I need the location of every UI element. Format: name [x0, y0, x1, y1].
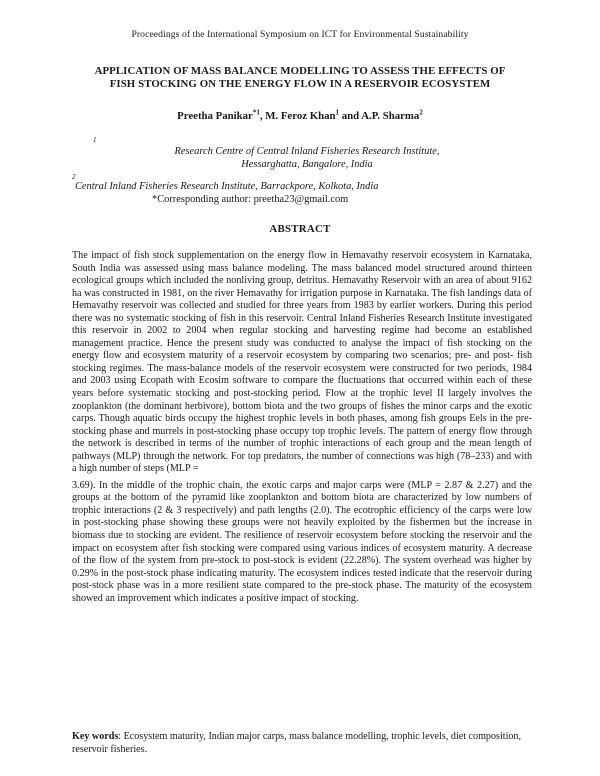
affiliation-mark-1: 1 [93, 136, 97, 144]
affiliation-2: Central Inland Fisheries Research Institute, Barrackpore, Kolkota, India [75, 181, 379, 192]
author-list [0, 110, 600, 122]
affiliation-1 [147, 145, 467, 171]
abstract-heading: ABSTRACT [269, 223, 331, 235]
title-line-1: APPLICATION OF MASS BALANCE MODELLING TO ASSESS THE EFFECTS OF [94, 65, 506, 77]
author-affiliation-mark: 2 [419, 108, 423, 117]
abstract-paragraph-2: 3.69). In the middle of the trophic chain, the exotic carps and major carps were (MLP = 2.87 & 2.27) and the groups at the bottom of the pyramid like zooplankton and bottom biota are characterized by low numbers of trophic interactions (2 & 3 respectively) and path lengths (2.0). The ecotrophic efficiency of the carps were low in post-stocking phase showing these groups were not heavily exploited by the fishermen but the increase in biomass due to stocking are evident. The resilience of reservoir ecosystem before stocking the reservoir and the impact on ecosystem after fish stocking were compared using various indices of ecosystem maturity. A decrease of the flow of the system from pre-stock to post-stock is evident (22.28%). The system overhead was higher by 0.29% in the post-stock phase indicating maturity. The ecosystem indices tested indicate that the reservoir during post-stock phase was in a more resilient state compared to the pre-stock phase. The maturity of the ecosystem showed an improvement which indicates a positive impact of stocking. [72, 479, 532, 604]
running-head: Proceedings of the International Symposium on ICT for Environmental Sustainability [131, 29, 469, 40]
abstract-body [72, 250, 532, 605]
author-affiliation-mark: *1 [252, 108, 260, 117]
author-affiliation-mark: 1 [335, 108, 340, 117]
title-line-2: FISH STOCKING ON THE ENERGY FLOW IN A RESERVOIR ECOSYSTEM [109, 78, 491, 90]
affiliation-1-line-1: Research Centre of Central Inland Fisheries Research Institute, [174, 146, 440, 157]
affiliation-1-line-2: Hessarghatta, Bangalore, India [241, 159, 373, 170]
author-name: Preetha Panikar [177, 110, 253, 122]
corresponding-author: *Corresponding author: preetha23@gmail.com [152, 194, 349, 205]
affiliation-mark-2: 2 [72, 173, 76, 181]
abstract-paragraph-1: The impact of fish stock supplementation on the energy flow in Hemavathy reservoir ecosystem in Karnataka, South India was assessed using mass balance modeling. The mass balanced model structured around thirteen ecological groups which included the nonliving group, detritus. Hemavathy Reservoir with an area of about 9162 ha was constructed in 1981, on the river Hemavathy for irrigation purpose in Karnataka. The fish landings data of Hemavathy reservoir was collected and studied for three years from 1983 by earlier workers. During this period there was no systematic stocking of fish in this reservoir. Central Inland Fisheries Research Institute investigated this reservoir in 2002 to 2004 when regular stocking and harvesting regime had become an established management practice. Hence the present study was conducted to analyse the impact of fish stocking on the energy flow and ecosystem maturity of a reservoir ecosystem by comparing two scenarios; pre- and post- fish stocking regimes. The mass-balance models of the reservoir ecosystem were constructed for two periods, 1984 and 2003 using Ecopath with Ecosim software to compare the fluctuations that occurred within each of these years before systematic stocking and post-stocking period. Flow at the trophic level II largely involves the zooplankton (the dominant herbivore), bottom biota and the two groups of fishes the minor carps and the exotic carps. Though aquatic birds occupy the highest trophic levels in both phases, among fish groups Eels in the pre-stocking phase and murrels in post-stocking phase occupy top trophic levels. The pattern of energy flow through the network is described in terms of the number of trophic interactions of each group and the mean length of pathways (MLP) through the network. For top predators, the number of connections was high (78–233) and with a high number of steps (MLP = [72, 250, 532, 475]
author-name: and A.P. Sharma [339, 110, 420, 122]
paper-title [40, 65, 560, 91]
keywords [72, 730, 532, 756]
keywords-text: : Ecosystem maturity, Indian major carps, mass balance modelling, trophic levels, diet composition, reservoir fisheries. [72, 731, 521, 755]
keywords-label: Key words [72, 731, 119, 742]
author-name: , M. Feroz Khan [259, 110, 336, 122]
